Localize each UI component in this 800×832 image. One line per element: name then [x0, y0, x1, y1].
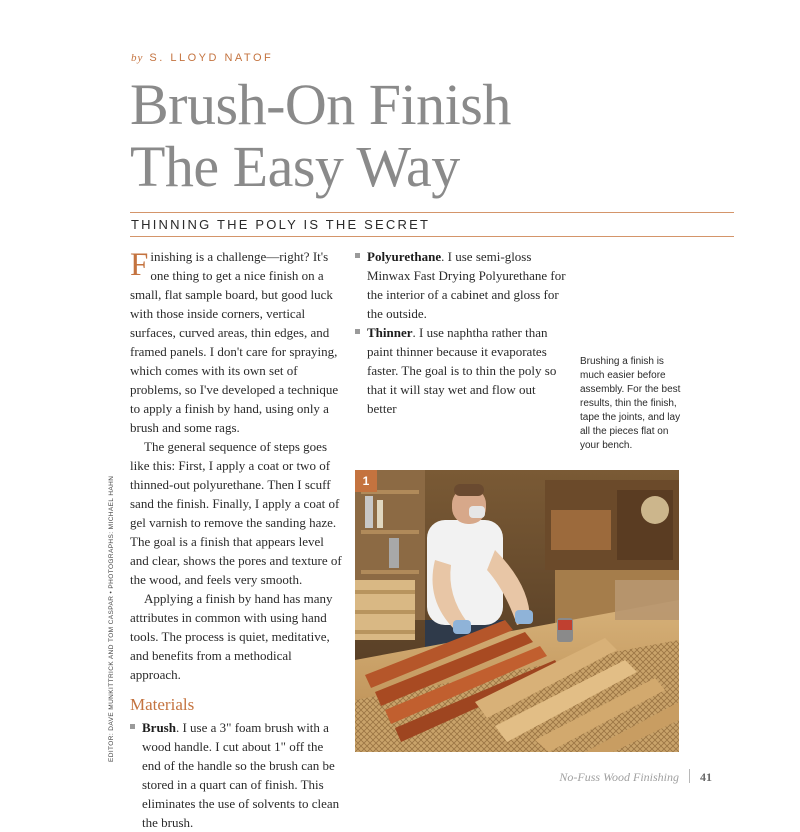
- byline-by: by: [131, 52, 144, 64]
- title-line-2: The Easy Way: [130, 134, 460, 199]
- workshop-photo: [355, 470, 679, 752]
- bullet-brush: [130, 718, 342, 832]
- paragraph-1: [130, 247, 342, 437]
- text-column-right: [355, 247, 567, 418]
- subtitle-rule-bottom: [130, 236, 734, 237]
- bullet-brush-term: Brush: [142, 720, 176, 735]
- bullet-square-icon: [130, 724, 135, 729]
- workshop-photo-illustration: [355, 470, 679, 752]
- page-number: 41: [700, 770, 712, 784]
- photo-caption: Brushing a finish is much easier before assembly. For the best results, thin the finish, tape the joints, and lay all the pieces flat on your bench.: [580, 356, 681, 451]
- paragraph-1-text: inishing is a challenge—right? It's one thing to get a nice finish on a small, flat sample board, but good luck with those inside corners, vertical surfaces, curved areas, thin edges, and framed panels. I don't care for spraying, which comes with its own set of problems, so I've developed a technique to apply a finish by hand, using only a brush and some rags.: [130, 249, 339, 435]
- bullet-polyurethane-text: . I use semi-gloss Minwax Fast Drying Polyurethane for the interior of a cabinet and gloss for the outside.: [367, 249, 566, 321]
- bullet-thinner-text: . I use naphtha rather than paint thinner because it evaporates faster. The goal is to thin the poly so that it will stay wet and flow out better: [367, 325, 557, 416]
- drop-cap: F: [130, 247, 149, 283]
- text-column-left: [130, 247, 342, 832]
- subtitle-rule-top: [130, 212, 734, 213]
- figure-number-badge: 1: [355, 470, 377, 492]
- photo-credit: EDITOR: DAVE MUNKITTRICK AND TOM CASPAR • PHOTOGRAPHS: MICHAEL HAHN: [108, 475, 115, 762]
- paragraph-2: The general sequence of steps goes like this: First, I apply a coat or two of thinned-out polyurethane. Then I scuff sand the finish. Finally, I apply a coat of gel varnish to remove the sanding haze. The goal is a finish that appears level and clear, shows the pores and texture of the wood, and feels very smooth.: [130, 439, 342, 587]
- paragraph-3: Applying a finish by hand has many attributes in common with using hand tools. The process is quiet, meditative, and benefits from a methodical approach.: [130, 591, 333, 682]
- title-line-1: Brush-On Finish: [130, 72, 511, 137]
- publication-name: No-Fuss Wood Finishing: [559, 770, 679, 784]
- footer-divider: [689, 769, 690, 783]
- bullet-brush-text: . I use a 3" foam brush with a wood handle. I cut about 1" off the end of the handle so the brush can be stored in a quart can of finish. This eliminates the use of solvents to clean the brush.: [142, 720, 340, 830]
- bullet-polyurethane-term: Polyurethane: [367, 249, 442, 264]
- page-footer: [559, 769, 712, 785]
- bullet-thinner-term: Thinner: [367, 325, 413, 340]
- bullet-thinner: [355, 323, 567, 418]
- bullet-polyurethane: [355, 247, 567, 323]
- materials-heading: Materials: [130, 695, 195, 714]
- bullet-square-icon: [355, 329, 360, 334]
- byline-author: S. LLOYD NATOF: [149, 52, 274, 64]
- article-title: [130, 74, 511, 198]
- byline: [131, 52, 273, 64]
- bullet-square-icon: [355, 253, 360, 258]
- article-subtitle: THINNING THE POLY IS THE SECRET: [131, 217, 431, 232]
